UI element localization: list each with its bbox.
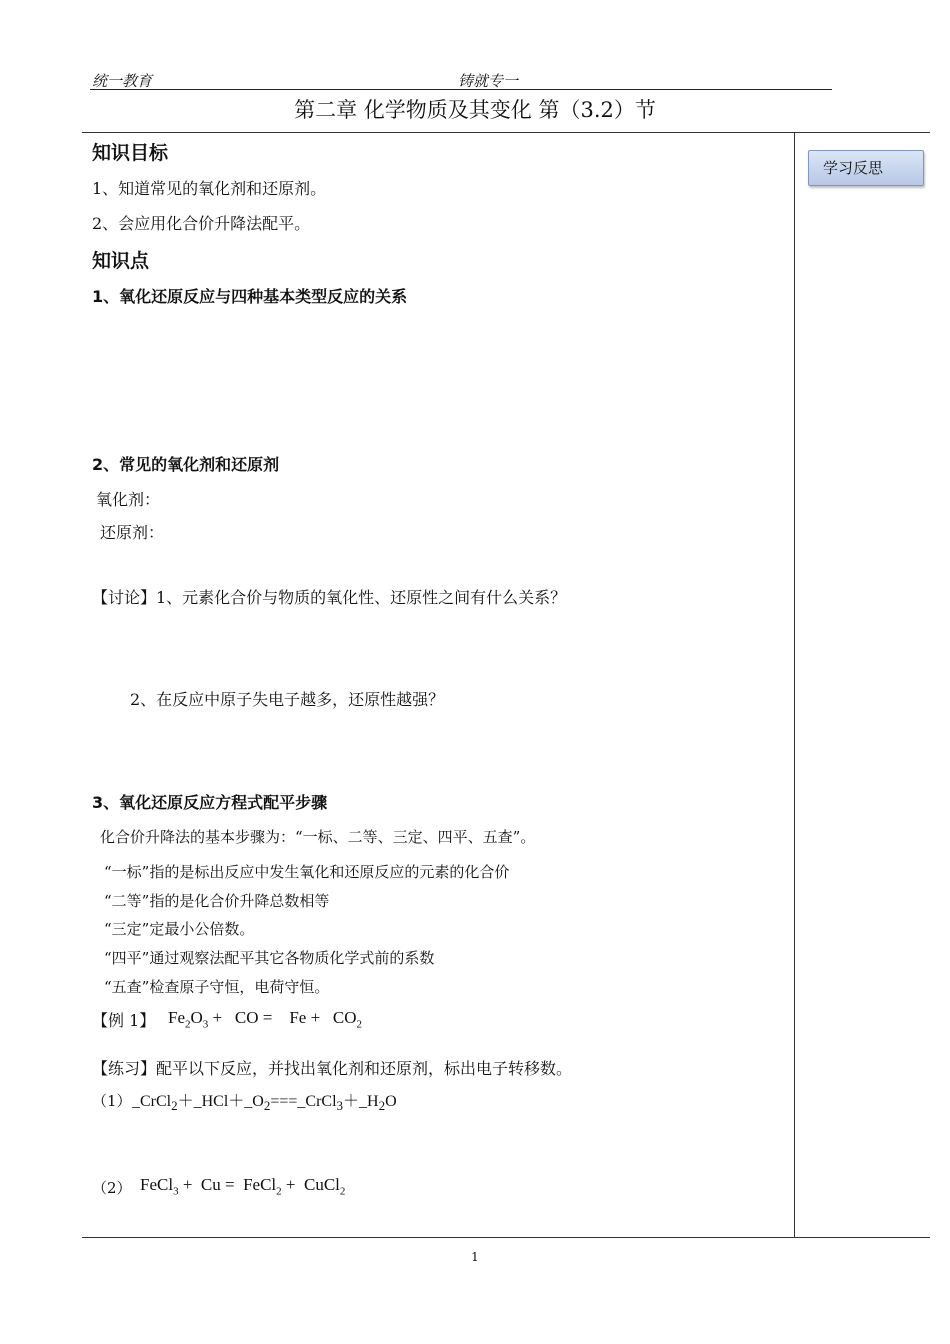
page-title: 第二章 化学物质及其变化 第（3.2）节 <box>294 98 656 122</box>
objectives-heading: 知识目标 <box>92 142 169 164</box>
section-3-heading: 3、氧化还原反应方程式配平步骤 <box>92 793 328 812</box>
section-2-heading: 2、常见的氧化剂和还原剂 <box>92 455 280 474</box>
header-left: 统一教育 <box>92 72 153 90</box>
discussion-1: 【讨论】1、元素化合价与物质的氧化性、还原性之间有什么关系？ <box>92 588 567 607</box>
practice-instruction: 【练习】配平以下反应，并找出氧化剂和还原剂，标出电子转移数。 <box>92 1059 573 1078</box>
practice-2-equation: FeCl$_3$ + Cu = FeCl$_2$ + CuCl$_2$ <box>140 1175 346 1198</box>
steps-intro: 化合价升降法的基本步骤为：“一标、二等、三定、四平、五查”。 <box>100 828 536 846</box>
step-5: “五查”检查原子守恒，电荷守恒。 <box>104 978 330 996</box>
header-center: 铸就专一 <box>458 72 519 90</box>
page-number: 1 <box>471 1250 479 1264</box>
practice-2-label: （2） <box>92 1179 132 1197</box>
practice-1-equation: $\_CrCl_2+\_HCl+\_O_2===\_CrCl_3+\_H_2O$ <box>132 1093 397 1114</box>
step-4: “四平”通过观察法配平其它各物质化学式前的系数 <box>104 949 435 967</box>
step-1: “一标”指的是标出反应中发生氧化和还原反应的元素的化合价 <box>104 863 510 881</box>
section-1-heading: 1、氧化还原反应与四种基本类型反应的关系 <box>92 287 408 306</box>
example-1-label: 【例 1】 <box>92 1011 156 1030</box>
objective-item-1: 1、知道常见的氧化剂和还原剂。 <box>92 179 327 198</box>
oxidant-label: 氧化剂： <box>96 490 161 509</box>
example-1-equation: $Fe_2O_3$ + CO = $Fe + CO_2$ <box>168 1008 363 1031</box>
step-3: “三定”定最小公倍数。 <box>104 920 255 938</box>
step-2: “二等”指的是化合价升降总数相等 <box>104 892 330 910</box>
knowledge-heading: 知识点 <box>92 250 150 272</box>
discussion-2: 2、在反应中原子失电子越多，还原性越强？ <box>130 690 445 709</box>
objective-item-2: 2、会应用化合价升降法配平。 <box>92 214 311 233</box>
reflection-box: 学习反思 <box>808 150 924 186</box>
practice-1-label: （1） <box>92 1092 132 1110</box>
reductant-label: 还原剂： <box>100 523 165 542</box>
column-divider <box>794 132 795 1238</box>
header-rule <box>90 89 832 90</box>
